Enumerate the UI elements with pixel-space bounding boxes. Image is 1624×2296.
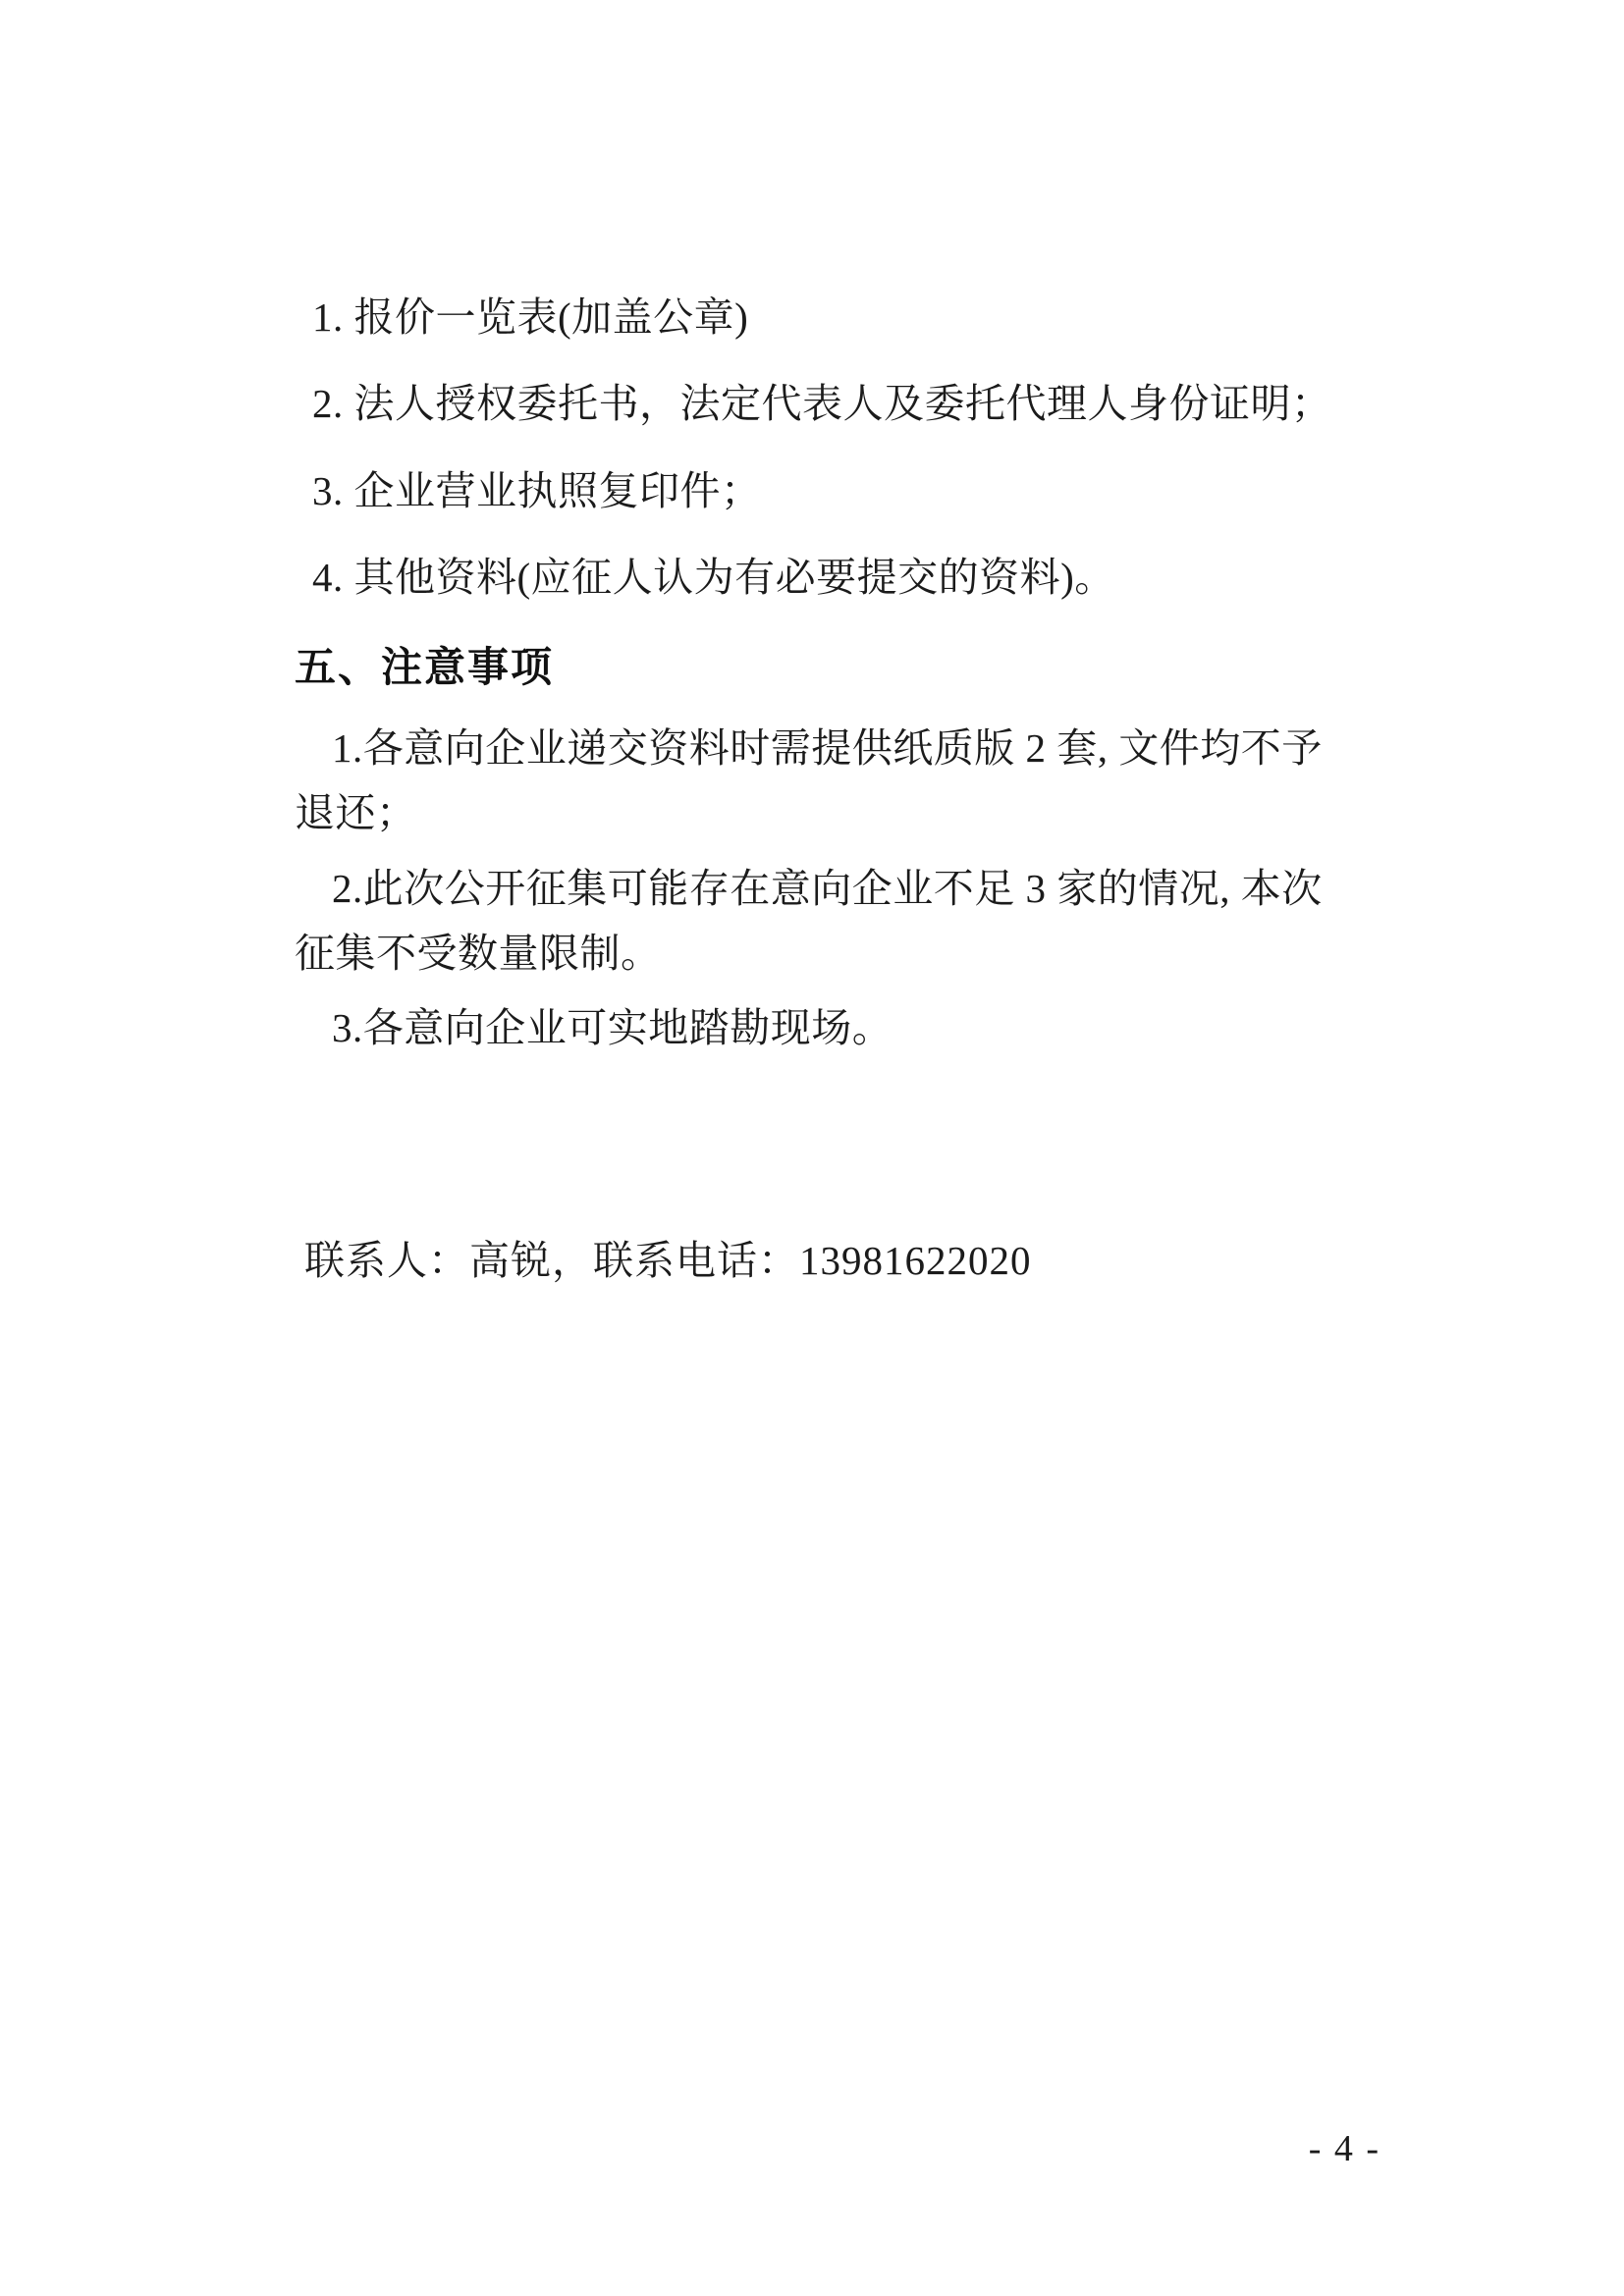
note-item: 1.各意向企业递交资料时需提供纸质版 2 套, 文件均不予退还； (295, 724, 1323, 836)
list-item: 2. 法人授权委托书，法定代表人及委托代理人身份证明； (312, 381, 1332, 427)
section-heading: 五、注意事项 (295, 645, 555, 691)
list-item: 3. 企业营业执照复印件； (312, 467, 762, 513)
page-number: - 4 - (1308, 2128, 1380, 2169)
note-item: 3.各意向企业可实地踏勘现场。 (332, 1005, 893, 1051)
list-item: 4. 其他资料(应征人认为有必要提交的资料)。 (312, 555, 1115, 601)
document-body (295, 285, 1355, 1333)
contact-info: 联系人：高锐，联系电话：13981622020 (304, 1237, 1032, 1283)
note-item: 2.此次公开征集可能存在意向企业不足 3 家的情况, 本次征集不受数量限制。 (295, 865, 1323, 977)
vertical-spacer (295, 1071, 1355, 1189)
list-item: 1. 报价一览表(加盖公章) (312, 294, 749, 340)
